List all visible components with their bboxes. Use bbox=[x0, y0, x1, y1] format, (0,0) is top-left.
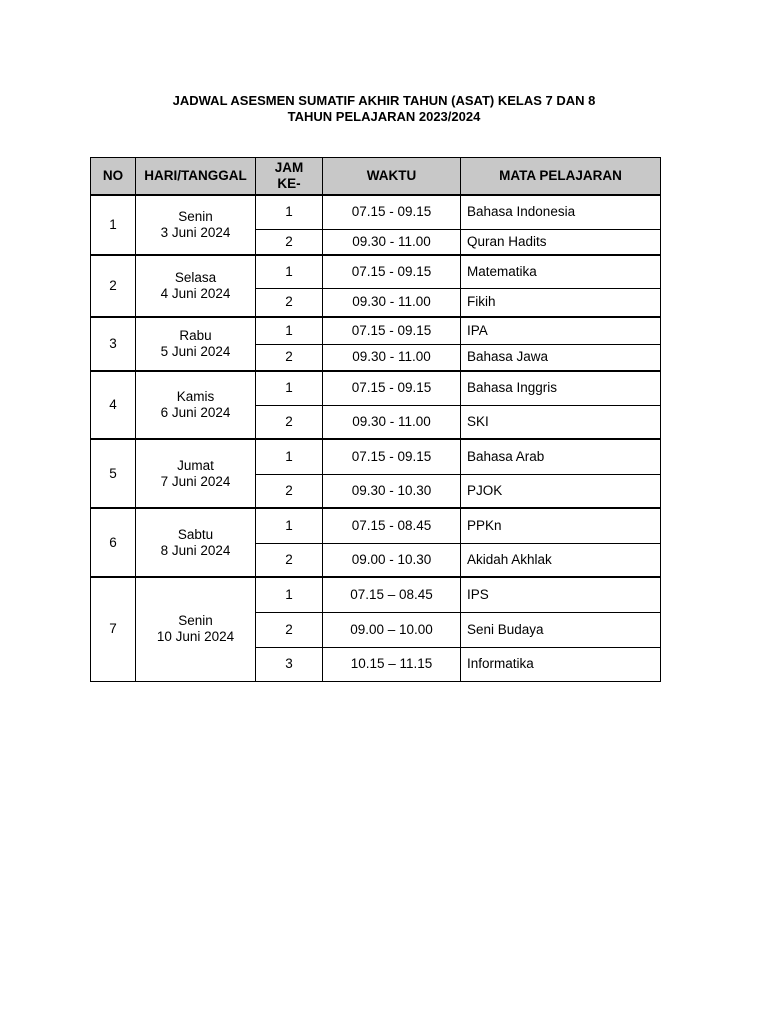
day-name: Kamis bbox=[176, 389, 215, 404]
table-row bbox=[91, 317, 661, 344]
table-row bbox=[91, 371, 661, 405]
title-line-2: TAHUN PELAJARAN 2023/2024 bbox=[287, 109, 481, 124]
day-name: Senin bbox=[178, 613, 213, 629]
header-time: WAKTU bbox=[323, 158, 461, 196]
cell-no: 7 bbox=[91, 577, 136, 681]
cell-no: 2 bbox=[91, 255, 136, 317]
cell-jam: 2 bbox=[256, 288, 323, 317]
day-date: 6 Juni 2024 bbox=[160, 405, 231, 420]
cell-subject: Bahasa Arab bbox=[461, 439, 661, 474]
day-date: 4 Juni 2024 bbox=[160, 286, 231, 301]
header-jam-line-2: KE- bbox=[277, 176, 301, 191]
day-date: 8 Juni 2024 bbox=[160, 542, 231, 558]
cell-day-date bbox=[136, 439, 256, 508]
cell-jam: 2 bbox=[256, 612, 323, 647]
cell-day-date bbox=[136, 508, 256, 577]
cell-no: 3 bbox=[91, 317, 136, 371]
cell-subject: IPA bbox=[461, 317, 661, 344]
cell-time: 07.15 - 09.15 bbox=[323, 439, 461, 474]
document-title bbox=[0, 93, 768, 125]
cell-jam: 1 bbox=[256, 439, 323, 474]
cell-time: 07.15 – 08.45 bbox=[323, 577, 461, 612]
cell-jam: 1 bbox=[256, 577, 323, 612]
cell-jam: 3 bbox=[256, 647, 323, 681]
cell-day-date bbox=[136, 317, 256, 371]
cell-day-date bbox=[136, 577, 256, 681]
table-row bbox=[91, 577, 661, 612]
cell-subject: Bahasa Inggris bbox=[461, 371, 661, 405]
cell-day-date bbox=[136, 195, 256, 255]
cell-subject: Fikih bbox=[461, 288, 661, 317]
cell-day-date bbox=[136, 371, 256, 439]
cell-subject: IPS bbox=[461, 577, 661, 612]
cell-time: 09.30 - 11.00 bbox=[323, 229, 461, 255]
cell-jam: 2 bbox=[256, 229, 323, 255]
cell-subject: Akidah Akhlak bbox=[461, 543, 661, 577]
cell-jam: 1 bbox=[256, 371, 323, 405]
header-row bbox=[91, 158, 661, 196]
title-line-1: JADWAL ASESMEN SUMATIF AKHIR TAHUN (ASAT) KELAS 7 DAN 8 bbox=[172, 93, 596, 108]
day-name: Jumat bbox=[177, 457, 214, 473]
cell-jam: 1 bbox=[256, 255, 323, 288]
day-date: 7 Juni 2024 bbox=[160, 473, 231, 489]
cell-jam: 2 bbox=[256, 474, 323, 508]
cell-time: 07.15 - 09.15 bbox=[323, 195, 461, 229]
cell-subject: SKI bbox=[461, 405, 661, 439]
table-row bbox=[91, 195, 661, 229]
cell-day-date bbox=[136, 255, 256, 317]
day-date: 5 Juni 2024 bbox=[160, 344, 231, 359]
cell-time: 09.30 - 11.00 bbox=[323, 344, 461, 371]
cell-jam: 1 bbox=[256, 317, 323, 344]
cell-subject: Seni Budaya bbox=[461, 612, 661, 647]
table-row bbox=[91, 255, 661, 288]
header-no: NO bbox=[91, 158, 136, 196]
cell-jam: 2 bbox=[256, 344, 323, 371]
cell-no: 4 bbox=[91, 371, 136, 439]
cell-subject: Quran Hadits bbox=[461, 229, 661, 255]
day-name: Rabu bbox=[179, 328, 212, 343]
cell-jam: 2 bbox=[256, 543, 323, 577]
cell-time: 09.30 - 10.30 bbox=[323, 474, 461, 508]
cell-time: 07.15 - 09.15 bbox=[323, 317, 461, 344]
table-row bbox=[91, 508, 661, 543]
cell-subject: PPKn bbox=[461, 508, 661, 543]
cell-no: 5 bbox=[91, 439, 136, 508]
cell-time: 07.15 - 08.45 bbox=[323, 508, 461, 543]
cell-time: 09.00 - 10.30 bbox=[323, 543, 461, 577]
day-name: Senin bbox=[178, 209, 213, 224]
cell-jam: 2 bbox=[256, 405, 323, 439]
cell-time: 09.30 - 11.00 bbox=[323, 288, 461, 317]
cell-time: 10.15 – 11.15 bbox=[323, 647, 461, 681]
cell-subject: Bahasa Jawa bbox=[461, 344, 661, 371]
header-jam bbox=[256, 158, 323, 196]
header-jam-line-1: JAM bbox=[274, 160, 304, 175]
cell-time: 07.15 - 09.15 bbox=[323, 371, 461, 405]
header-subject: MATA PELAJARAN bbox=[461, 158, 661, 196]
cell-subject: Informatika bbox=[461, 647, 661, 681]
header-day: HARI/TANGGAL bbox=[136, 158, 256, 196]
cell-time: 09.30 - 11.00 bbox=[323, 405, 461, 439]
cell-subject: PJOK bbox=[461, 474, 661, 508]
day-name: Selasa bbox=[174, 270, 217, 285]
table-row bbox=[91, 439, 661, 474]
day-name: Sabtu bbox=[177, 526, 214, 542]
exam-schedule-table bbox=[90, 157, 661, 682]
day-date: 3 Juni 2024 bbox=[160, 225, 231, 240]
cell-time: 07.15 - 09.15 bbox=[323, 255, 461, 288]
day-date: 10 Juni 2024 bbox=[156, 629, 235, 645]
cell-no: 1 bbox=[91, 195, 136, 255]
cell-subject: Matematika bbox=[461, 255, 661, 288]
cell-time: 09.00 – 10.00 bbox=[323, 612, 461, 647]
cell-jam: 1 bbox=[256, 195, 323, 229]
cell-subject: Bahasa Indonesia bbox=[461, 195, 661, 229]
cell-no: 6 bbox=[91, 508, 136, 577]
cell-jam: 1 bbox=[256, 508, 323, 543]
